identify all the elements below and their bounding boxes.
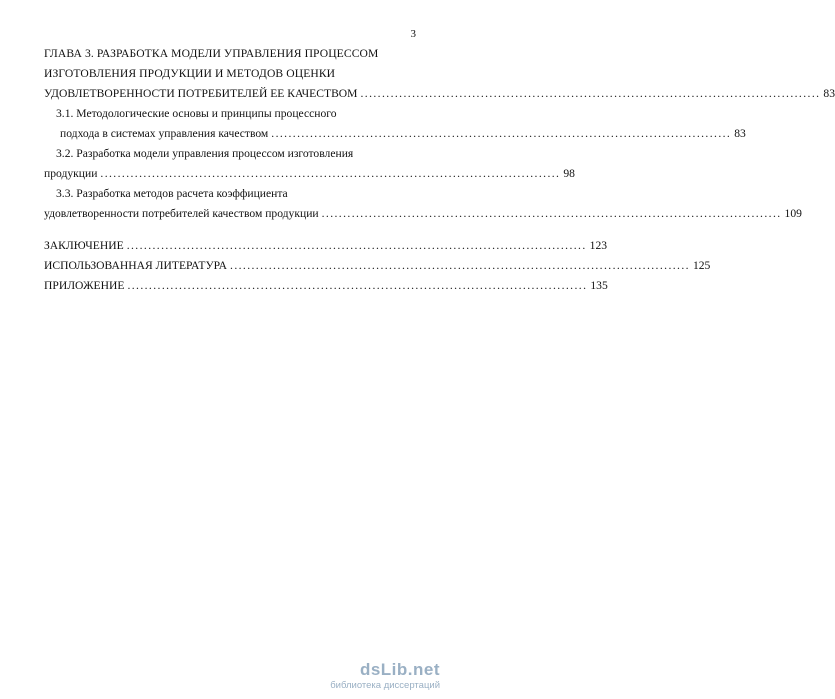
conclusion-entry [44,236,608,256]
dot-leader: ........................................................................................................... [126,239,587,252]
chapter3-title-line2: ИЗГОТОВЛЕНИЯ ПРОДУКЦИИ И МЕТОДОВ ОЦЕНКИ [44,67,336,80]
conclusion-page: 123 [589,239,608,252]
section-3-3-entry [44,204,802,224]
section-3-3-line1: 3.3. Разработка методов расчета коэффициента [56,187,288,200]
dot-leader: ........................................................................................................... [100,167,561,180]
section-3-2-line2: продукции [44,167,98,180]
literature-label: ИСПОЛЬЗОВАННАЯ ЛИТЕРАТУРА [44,259,228,272]
section-3-3-page: 109 [784,207,802,220]
section-3-2-entry [44,164,575,184]
chapter3-page: 83 [823,87,835,100]
chapter3-entry [44,84,835,104]
dot-leader: ........................................................................................................... [321,207,782,220]
dot-leader: ........................................................................................................... [230,259,690,272]
watermark-subtitle: библиотека диссертаций [330,680,440,691]
watermark [330,660,440,691]
chapter3-title-line1: ГЛАВА 3. РАЗРАБОТКА МОДЕЛИ УПРАВЛЕНИЯ ПРОЦЕССОМ [44,47,379,60]
appendix-entry [44,276,608,296]
section-3-1-line1: 3.1. Методологические основы и принципы процессного [56,107,337,120]
literature-page: 125 [692,259,711,272]
dot-leader: ........................................................................................................... [360,87,821,100]
appendix-label: ПРИЛОЖЕНИЕ [44,279,125,292]
watermark-logo: dsLib.net [359,660,440,679]
chapter3-title-line3: УДОВЛЕТВОРЕННОСТИ ПОТРЕБИТЕЛЕЙ ЕЕ КАЧЕСТВОМ [44,87,358,100]
dot-leader: ........................................................................................................... [271,127,732,140]
section-3-3-line2: удовлетворенности потребителей качеством продукции [44,207,319,220]
section-3-1-entry [44,124,746,144]
dot-leader: ........................................................................................................... [127,279,588,292]
section-3-1-line2: подхода в системах управления качеством [60,127,269,140]
section-3-2-line1: 3.2. Разработка модели управления процессом изготовления [56,147,354,160]
appendix-page: 135 [590,279,608,292]
section-3-2-page: 98 [563,167,575,180]
table-of-contents [44,44,835,296]
page-number: 3 [410,28,416,40]
literature-entry [44,256,711,276]
conclusion-label: ЗАКЛЮЧЕНИЕ [44,239,124,252]
section-3-1-page: 83 [734,127,746,140]
